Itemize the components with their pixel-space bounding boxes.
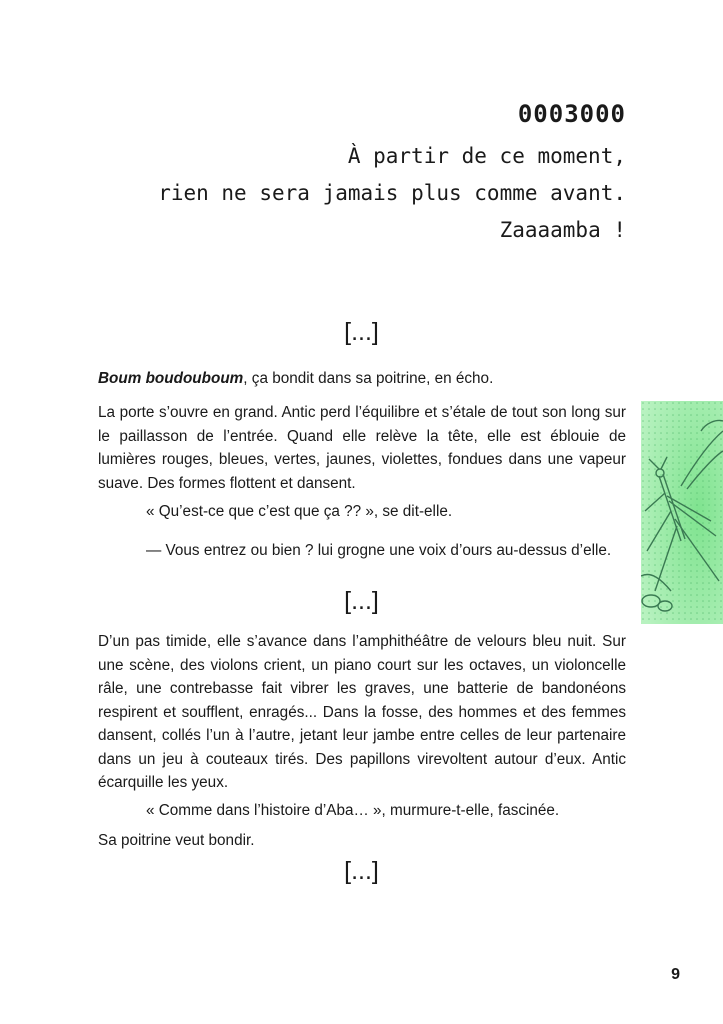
dialogue: — Vous entrez ou bien ? lui grogne une voix d’ours au-dessus d’elle. [146, 542, 612, 559]
section-break: [...] [344, 587, 379, 615]
side-illustration [641, 401, 723, 624]
section-break: [...] [344, 857, 379, 885]
epigraph-line: Zaaaamba ! [499, 218, 626, 242]
paragraph-text: , ça bondit dans sa poitrine, en écho. [243, 370, 494, 387]
page-number: 9 [671, 966, 680, 983]
insect-sketch-icon [641, 401, 723, 624]
epigraph-line: À partir de ce moment, [347, 144, 626, 168]
epigraph-line: rien ne sera jamais plus comme avant. [158, 181, 626, 205]
paragraph: « Qu’est-ce que c’est que ça ?? », se dit-elle. [146, 503, 453, 520]
section-break: [...] [344, 318, 379, 346]
chapter-number: 0003000 [517, 100, 626, 128]
epigraph [66, 138, 626, 249]
onomatopoeia: Boum boudouboum [98, 370, 244, 387]
paragraph: Sa poitrine veut bondir. [98, 832, 255, 849]
paragraph: La porte s’ouvre en grand. Antic perd l’équilibre et s’étale de tout son long sur le paillasson de l’entrée. Quand elle relève la tête, elle est éblouie de lumières rouges, bleues, vertes, jaunes, violettes, fondues dans une vapeur suave. Des formes flottent et dansent. [98, 404, 626, 492]
paragraph [98, 367, 626, 391]
paragraph: D’un pas timide, elle s’avance dans l’amphithéâtre de velours bleu nuit. Sur une scène, des violons crient, un piano court sur les octaves, un violoncelle râle, une contrebasse fait vibrer les graves, une batterie de bandonéons respirent et soufflent, enragés... Dans la fosse, des hommes et des femmes dansent, collés l’un à l’autre, jetant leur jambe entre celles de leur partenaire dans un jeu à couteaux tirés. Des papillons virevoltent autour d’eux. Antic écarquille les yeux. [98, 633, 626, 791]
paragraph: « Comme dans l’histoire d’Aba… », murmure-t-elle, fascinée. [146, 802, 560, 819]
